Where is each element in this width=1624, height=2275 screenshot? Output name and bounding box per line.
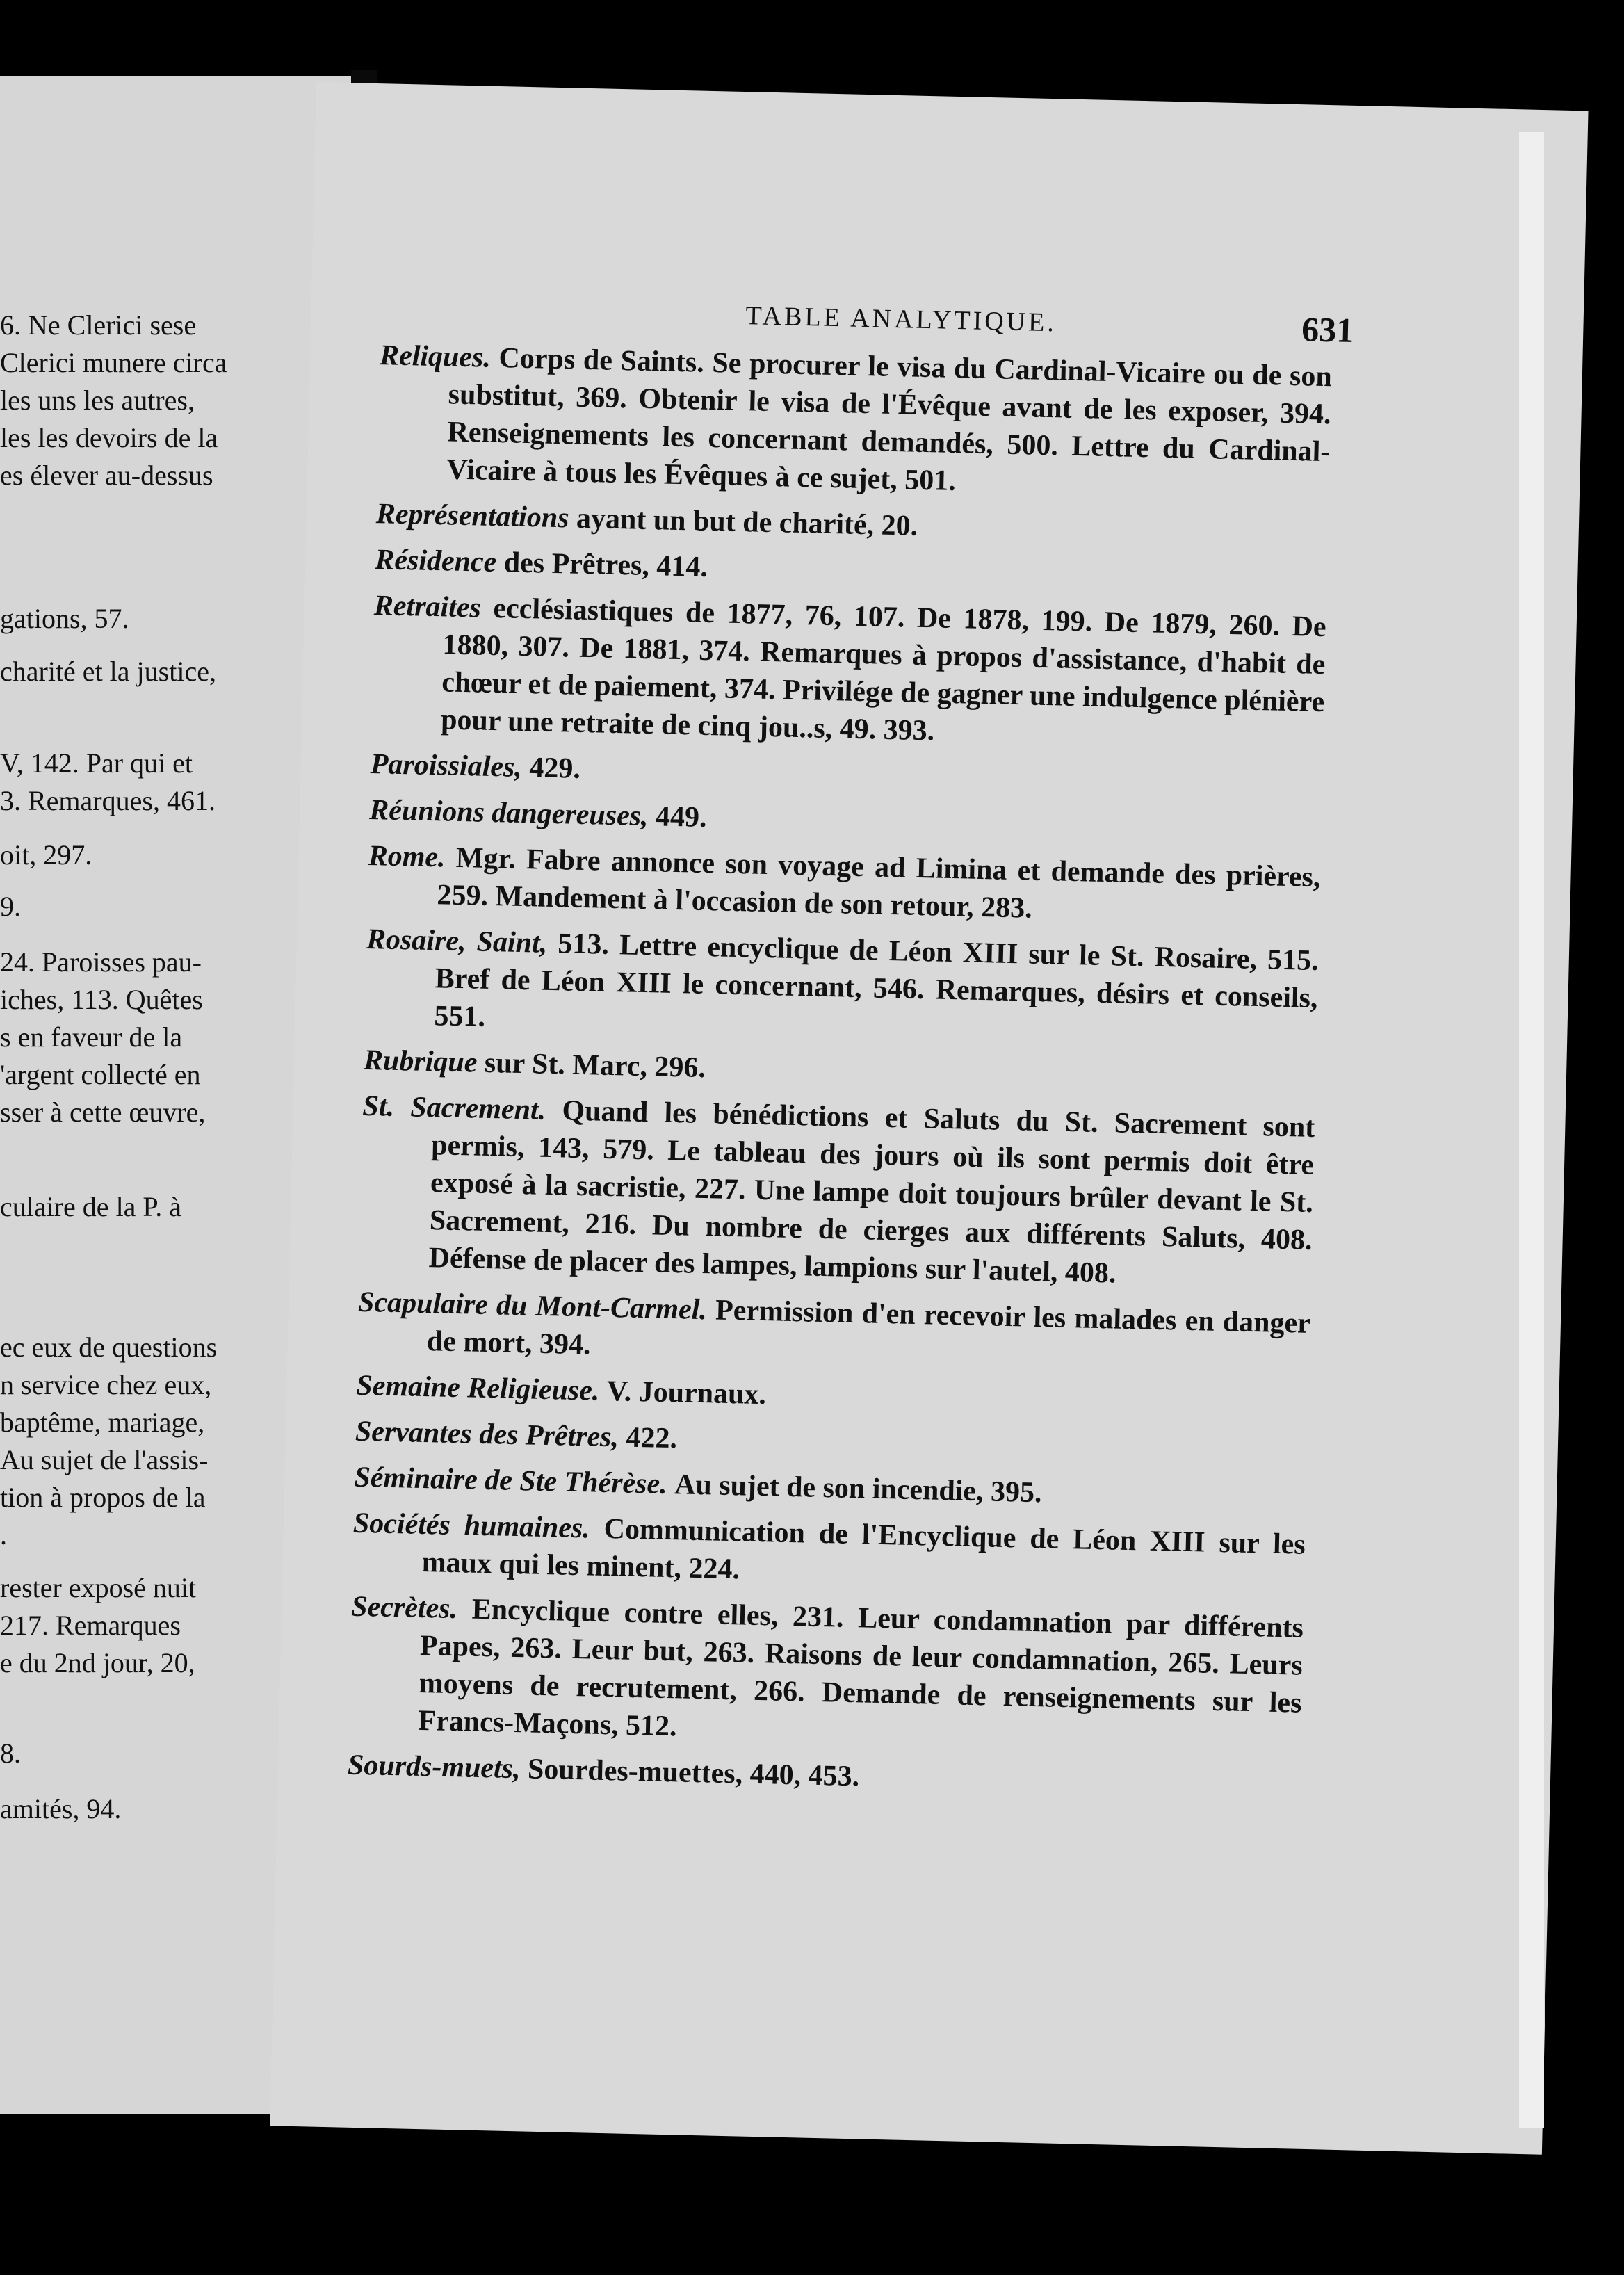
index-entry (359, 1087, 1315, 1297)
index-entry (371, 587, 1327, 759)
left-page-line: ec eux de questions (0, 1331, 218, 1363)
left-page-line: . (0, 1519, 7, 1551)
index-entry (377, 337, 1333, 508)
entry-text: Quand les bénédictions et Saluts du St. Sacrement sont permis, 143, 579. Le tableau des jours où ils sont permis doit être exposé à la sacristie, 227. Une lampe doit toujours brûler devant le St. Sacrement, 216. Du nombre de cierges aux différents Saluts, 408. Défense de placer des lampes, lampions sur l'autel, 408. (428, 1094, 1315, 1290)
page-edge (1519, 132, 1544, 2128)
page-number: 631 (1301, 309, 1354, 350)
left-page-line: 217. Remarques (0, 1610, 181, 1641)
left-page-line: Au sujet de l'assis- (0, 1444, 209, 1475)
left-page-line: les uns les autres, (0, 384, 195, 416)
entry-term: Servantes des Prêtres, (355, 1415, 619, 1454)
entry-term: Retraites (373, 590, 482, 624)
index-entry (357, 1284, 1310, 1380)
entry-text: Corps de Saints. Se procurer le visa du Cardinal-Vicaire ou de son substitut, 369. Obtenir le visa de l'Évêque avant de les exposer, 394. Renseignements les concernant demandés, 500. Lettre du Cardinal-Vicaire à tous les Évêques à ce sujet, 501. (446, 342, 1333, 498)
left-page-line: charité et la justice, (0, 656, 216, 687)
left-page-line: culaire de la P. à (0, 1191, 181, 1222)
left-page-line: amités, 94. (0, 1793, 122, 1824)
entry-term: Rosaire, Saint, (366, 923, 548, 960)
left-page-line: iches, 113. Quêtes (0, 984, 203, 1015)
left-page-line: 8. (0, 1738, 21, 1769)
index-entry (364, 921, 1319, 1055)
entry-text: Sourdes-muettes, 440, 453. (527, 1753, 860, 1793)
running-title: TABLE ANALYTIQUE. (745, 301, 1057, 338)
left-page-line: Clerici munere circa (0, 347, 227, 378)
entry-text: 422. (626, 1421, 678, 1455)
left-page-line: 'argent collecté en (0, 1059, 201, 1090)
entry-term: Sourds-muets, (347, 1749, 521, 1786)
index-entry (367, 837, 1321, 934)
left-page-line: baptême, mariage, (0, 1407, 205, 1438)
left-page-line: V, 142. Par qui et (0, 747, 193, 779)
entry-text: des Prêtres, 414. (503, 547, 708, 583)
index-entry (352, 1505, 1306, 1601)
left-page-line: les les devoirs de la (0, 422, 218, 453)
entry-term: Scapulaire du Mont-Carmel. (357, 1286, 708, 1327)
entry-term: Semaine Religieuse. (355, 1369, 600, 1407)
entry-term: Rome. (368, 839, 446, 874)
left-page-line: gations, 57. (0, 603, 129, 634)
entry-text: sur St. Marc, 296. (484, 1046, 706, 1085)
entry-term: Séminaire de Ste Thérèse. (353, 1461, 668, 1500)
left-page-line: 9. (0, 891, 21, 922)
left-page-line: e du 2nd jour, 20, (0, 1647, 195, 1678)
entry-term: Représentations (375, 498, 570, 535)
entry-text: Communication de l'Encyclique de Léon XIII sur les maux qui les minent, 224. (421, 1512, 1306, 1586)
left-page-line: tion à propos de la (0, 1482, 206, 1513)
entry-term: Reliques. (379, 339, 492, 374)
left-page-line: es élever au-dessus (0, 460, 213, 491)
left-page-line: 3. Remarques, 461. (0, 785, 216, 816)
entry-text: ecclésiastiques de 1877, 76, 107. De 1878, 199. De 1879, 260. De 1880, 307. De 1881, 374. Remarques à propos d'assistance, d'habit de chœur et de paiement, 374. Privilége de gagner une indulgence plénière pour une retraite de cinq jou..s, 49. 393. (440, 592, 1327, 747)
left-page-line: 24. Paroisses pau- (0, 946, 202, 978)
entry-term: Réunions dangereuses, (368, 794, 649, 833)
right-page (270, 82, 1588, 2155)
entry-term: Paroissiales, (370, 748, 523, 784)
index-entry (348, 1588, 1304, 1760)
entry-text: 429. (528, 752, 581, 785)
entry-text: Encyclique contre elles, 231. Leur condamnation par différents Papes, 263. Leur but, 263. Raisons de leur condamnation, 265. Leurs moyens de recrutement, 266. Demande de renseignements sur les Francs-Maçons, 512. (418, 1593, 1304, 1743)
left-page-line: 6. Ne Clerici sese (0, 309, 197, 341)
entry-term: Résidence (374, 544, 497, 579)
entry-term: St. Sacrement. (362, 1090, 546, 1126)
entry-text: V. Journaux. (606, 1375, 767, 1411)
entry-term: Sociétés humaines. (352, 1507, 591, 1545)
entry-term: Secrètes. (350, 1590, 458, 1626)
left-page-line: s en faveur de la (0, 1021, 183, 1053)
left-page-line: n service chez eux, (0, 1369, 212, 1400)
entry-text: Mgr. Fabre annonce son voyage ad Limina et demande des prières, 259. Mandement à l'occasion de son retour, 283. (436, 841, 1321, 925)
index-entries (347, 337, 1332, 1814)
entry-term: Rubrique (363, 1044, 478, 1079)
entry-text: 513. Lettre encyclique de Léon XIII sur le St. Rosaire, 515. Bref de Léon XIII le concernant, 546. Remarques, désirs et conseils, 551. (434, 928, 1320, 1033)
entry-text: ayant un but de charité, 20. (576, 502, 918, 542)
entry-text: Permission d'en recevoir les malades en danger de mort, 394. (426, 1294, 1311, 1361)
left-page-line: sser à cette œuvre, (0, 1096, 206, 1128)
entry-text: Au sujet de son incendie, 395. (674, 1468, 1043, 1509)
left-page-line: oit, 297. (0, 839, 92, 871)
entry-text: 449. (655, 800, 708, 834)
left-page-line: rester exposé nuit (0, 1572, 197, 1603)
